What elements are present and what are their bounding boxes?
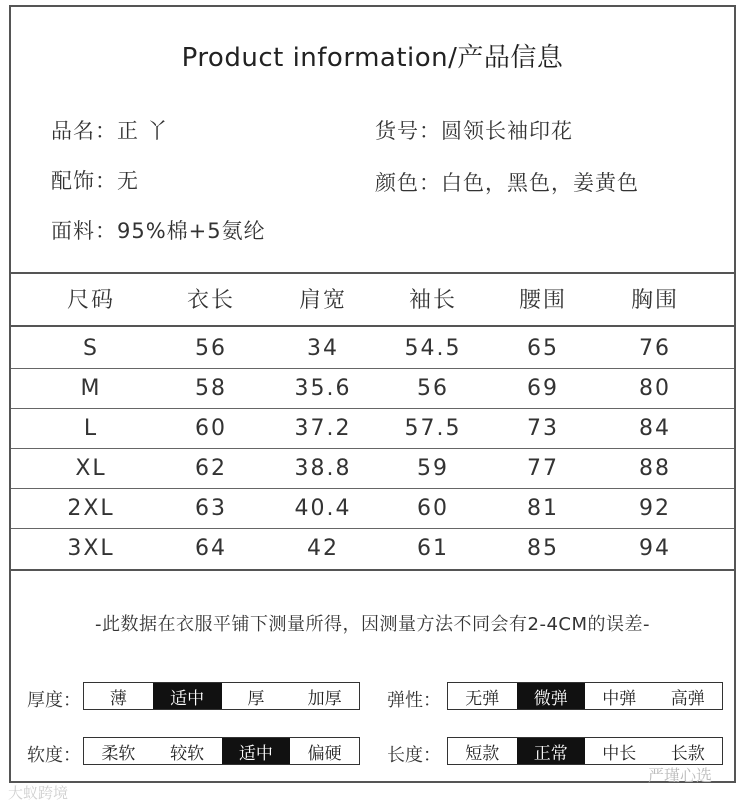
measurement-cell: 84 [639,416,671,441]
measurement-cell: 59 [417,456,449,481]
measurement-cell: 56 [195,336,227,361]
fabric: 面料：95%棉+5氨纶 [51,219,266,243]
elasticity-label: 弹性： [387,690,441,711]
thickness-option: 加厚 [307,688,342,709]
watermark-right: 严瑾心选 [648,766,713,785]
softness-option: 较软 [170,743,205,764]
table-row-divider [11,408,734,409]
length-option: 正常 [517,738,586,764]
thickness-option: 适中 [153,683,222,709]
measurement-cell: 69 [527,376,559,401]
accessory: 配饰：无 [51,169,139,193]
product-name: 品名：正 丫 [51,119,169,143]
table-header: 胸围 [630,288,679,313]
elasticity-option: 无弹 [465,688,500,709]
length-scale [447,737,723,765]
measurement-cell: 40.4 [294,496,352,521]
page-title: Product information/产品信息 [181,43,564,73]
watermark-left: 大蚁跨境 [8,784,69,802]
table-row-divider [11,528,734,529]
divider [11,569,734,571]
size-cell: M [80,376,102,401]
colors: 颜色：白色，黑色，姜黄色 [375,171,639,195]
table-row-divider [11,488,734,489]
measurement-cell: 65 [527,336,559,361]
item-number: 货号：圆领长袖印花 [375,119,573,143]
product-info-card [9,5,736,783]
measurement-cell: 92 [639,496,671,521]
size-cell: 3XL [67,536,115,561]
size-cell: 2XL [67,496,115,521]
elasticity-option: 微弹 [517,683,586,709]
table-header: 衣长 [186,288,235,313]
softness-option: 适中 [222,738,291,764]
thickness-label: 厚度： [27,690,81,711]
length-label: 长度： [387,745,441,766]
measurement-cell: 42 [307,536,339,561]
elasticity-option: 高弹 [670,688,705,709]
length-option: 长款 [670,743,705,764]
divider [11,272,734,274]
table-header: 袖长 [408,288,457,313]
measurement-cell: 63 [195,496,227,521]
measurement-cell: 77 [527,456,559,481]
measurement-cell: 62 [195,456,227,481]
measurement-cell: 35.6 [294,376,352,401]
size-cell: L [83,416,99,441]
table-header: 肩宽 [298,288,347,313]
elasticity-option: 中弹 [602,688,637,709]
size-cell: S [83,336,99,361]
measurement-cell: 60 [195,416,227,441]
measurement-cell: 88 [639,456,671,481]
softness-scale [83,737,360,765]
measurement-cell: 80 [639,376,671,401]
thickness-scale [83,682,360,710]
softness-option: 柔软 [101,743,136,764]
table-header: 尺码 [66,288,115,313]
length-option: 中长 [602,743,637,764]
softness-option: 偏硬 [307,743,342,764]
measurement-cell: 61 [417,536,449,561]
table-row-divider [11,325,734,327]
measurement-cell: 34 [307,336,339,361]
size-cell: XL [75,456,107,481]
table-header: 腰围 [518,288,567,313]
softness-label: 软度： [27,745,81,766]
thickness-option: 厚 [247,688,265,709]
measurement-cell: 38.8 [294,456,352,481]
table-row-divider [11,368,734,369]
measurement-cell: 64 [195,536,227,561]
measurement-cell: 58 [195,376,227,401]
measurement-cell: 37.2 [294,416,352,441]
measurement-cell: 57.5 [404,416,462,441]
measurement-cell: 73 [527,416,559,441]
measurement-cell: 76 [639,336,671,361]
measurement-cell: 56 [417,376,449,401]
measurement-cell: 81 [527,496,559,521]
measurement-cell: 94 [639,536,671,561]
measurement-cell: 60 [417,496,449,521]
measurement-note: -此数据在衣服平铺下测量所得，因测量方法不同会有2-4CM的误差- [95,614,650,635]
elasticity-scale [447,682,723,710]
measurement-cell: 54.5 [404,336,462,361]
measurement-cell: 85 [527,536,559,561]
table-row-divider [11,448,734,449]
thickness-option: 薄 [109,688,127,709]
length-option: 短款 [465,743,500,764]
